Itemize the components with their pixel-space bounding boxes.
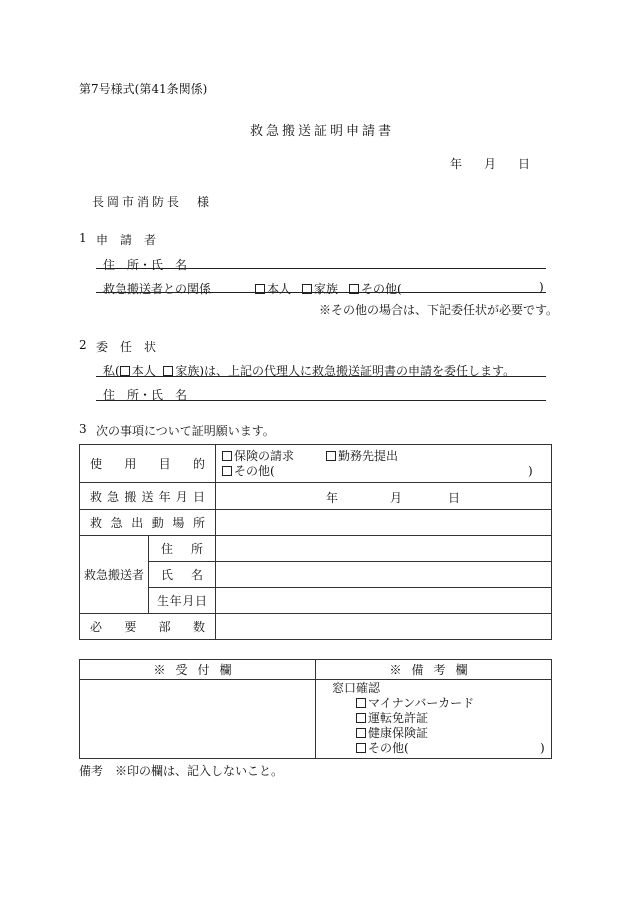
patient-label: 救急搬送者 <box>84 568 145 582</box>
reception-table <box>79 659 552 759</box>
copies-label: 必 要 部 数 <box>90 620 205 634</box>
date-month: 月 <box>484 157 497 171</box>
delegation-option-family[interactable]: 家族 <box>163 364 199 378</box>
relation-option-other[interactable]: その他( <box>349 280 402 297</box>
reception-header-row <box>80 660 552 680</box>
reception-body-row <box>80 680 552 759</box>
addressee: 長岡市消防長 様 <box>92 195 213 209</box>
checkbox-icon <box>356 743 366 753</box>
form-number: 第7号様式(第41条関係) <box>79 82 208 96</box>
applicant-address-name-label: 住 所・氏 名 <box>103 258 188 272</box>
patient-name-label-cell <box>149 562 216 588</box>
checkbox-icon <box>120 366 130 376</box>
checkbox-icon <box>163 366 173 376</box>
delegation-text: 私( 本人 家族)は、上記の代理人に救急搬送証明書の申請を委任します。 <box>103 364 516 378</box>
date-day: 日 <box>518 157 531 171</box>
dispatch-location-value[interactable] <box>216 510 552 536</box>
relation-option-family[interactable]: 家族 <box>302 280 338 297</box>
remarks-header: ※備考欄 <box>316 660 552 680</box>
delegation-option-self[interactable]: 本人 <box>120 364 156 378</box>
id-option-other[interactable]: その他( ) <box>332 741 551 756</box>
patient-address-value[interactable] <box>216 536 552 562</box>
patient-name-label: 氏 名 <box>161 568 203 582</box>
patient-address-label-cell <box>149 536 216 562</box>
transport-date-row <box>80 483 552 510</box>
purpose-label-cell <box>80 445 216 483</box>
patient-address-label: 住 所 <box>161 542 203 556</box>
patient-dob-row <box>80 588 552 614</box>
checkbox-icon <box>326 451 336 461</box>
remarks-area <box>316 680 552 759</box>
transport-date-label: 救 急 搬 送 年 月 日 <box>90 489 205 504</box>
relation-line <box>96 292 546 293</box>
id-option-insurance[interactable]: 健康保険証 <box>332 726 551 741</box>
patient-address-row <box>80 536 552 562</box>
id-other-close-paren: ) <box>540 741 545 755</box>
transport-date-month: 月 <box>390 490 403 505</box>
patient-label-cell <box>80 536 149 614</box>
purpose-options-cell <box>216 445 552 483</box>
reception-header: ※受付欄 <box>80 660 316 680</box>
patient-dob-label: 生 年 月 日 <box>157 594 207 608</box>
section2-number: 2 <box>79 338 87 352</box>
patient-name-value[interactable] <box>216 562 552 588</box>
copies-label-cell <box>80 614 216 640</box>
counter-check-label: 窓口確認 <box>332 681 381 695</box>
reception-area[interactable] <box>80 680 316 759</box>
section3-heading: 次の事項について証明願います。 <box>96 424 275 438</box>
section2-heading: 委 任 状 <box>96 340 157 354</box>
delegation-line <box>96 376 546 377</box>
document-title: 救急搬送証明申請書 <box>250 124 395 139</box>
purpose-row <box>80 445 552 483</box>
transport-date-day: 日 <box>448 490 461 505</box>
dispatch-location-label-cell <box>80 510 216 536</box>
purpose-option-insurance[interactable]: 保険の請求 <box>222 449 294 464</box>
relation-option-self[interactable]: 本人 <box>255 280 291 297</box>
checkbox-icon <box>356 728 366 738</box>
id-option-mynumber[interactable]: マイナンバーカード <box>332 696 551 711</box>
transport-date-year: 年 <box>326 490 339 505</box>
copies-row <box>80 614 552 640</box>
transport-date-value[interactable] <box>216 483 552 510</box>
relation-label: 救急搬送者との関係 <box>103 282 212 296</box>
checkbox-icon <box>222 466 232 476</box>
patient-name-row <box>80 562 552 588</box>
copies-value[interactable] <box>216 614 552 640</box>
purpose-other-close-paren: ) <box>528 463 533 478</box>
checkbox-icon <box>356 713 366 723</box>
delegate-address-name-line[interactable] <box>96 400 546 401</box>
section3-number: 3 <box>79 422 87 436</box>
patient-dob-value[interactable] <box>216 588 552 614</box>
certificate-details-table <box>79 444 552 640</box>
purpose-option-other[interactable]: その他( <box>222 464 275 479</box>
dispatch-location-row <box>80 510 552 536</box>
id-option-license[interactable]: 運転免許証 <box>332 711 551 726</box>
dispatch-location-label: 救 急 出 動 場 所 <box>90 516 205 530</box>
transport-date-label-cell <box>80 483 216 510</box>
delegate-address-name-label: 住 所・氏 名 <box>103 388 188 402</box>
purpose-option-work[interactable]: 勤務先提出 <box>326 449 398 464</box>
section1-number: 1 <box>79 231 87 245</box>
purpose-label: 使 用 目 的 <box>90 457 205 471</box>
relation-other-close-paren: ) <box>539 280 544 294</box>
patient-dob-label-cell <box>149 588 216 614</box>
checkbox-icon <box>356 698 366 708</box>
footnote: 備考 ※印の欄は、記入しないこと。 <box>79 764 284 778</box>
checkbox-icon <box>222 451 232 461</box>
relation-note: ※その他の場合は、下記委任状が必要です。 <box>319 303 559 317</box>
date-year: 年 <box>450 157 463 171</box>
applicant-address-name-line[interactable] <box>96 268 546 269</box>
section1-heading: 申 請 者 <box>96 233 157 247</box>
